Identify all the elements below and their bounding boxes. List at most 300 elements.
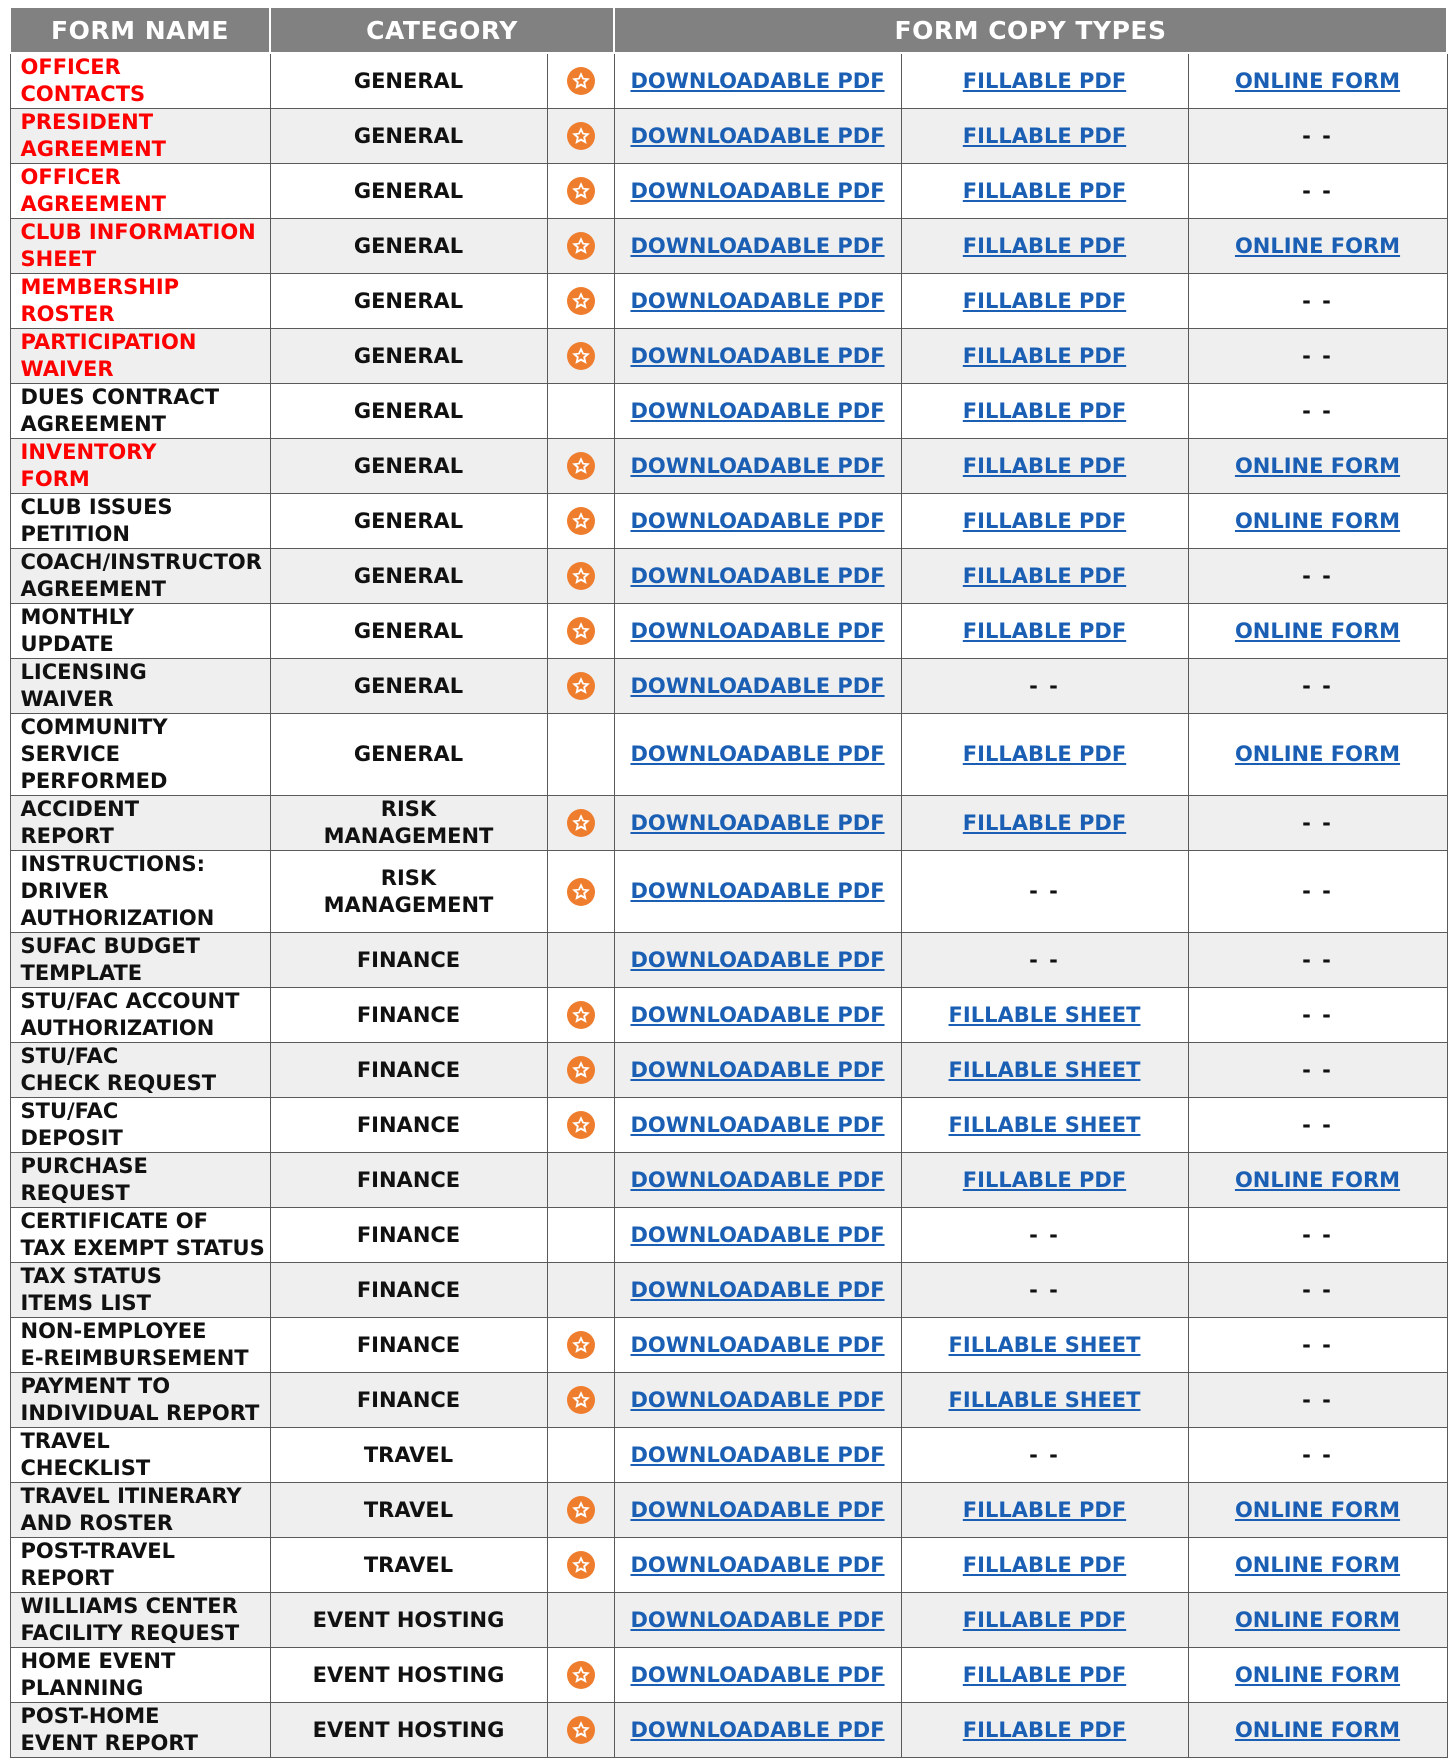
category-label: RISK MANAGEMENT: [323, 865, 494, 917]
category-label: GENERAL: [353, 618, 464, 643]
form-name-cell: [10, 1263, 270, 1318]
online-form-link[interactable]: ONLINE FORM: [1234, 1552, 1401, 1577]
category-label: GENERAL: [353, 288, 464, 313]
star-cell: [547, 1538, 614, 1593]
fillable-cell: [901, 494, 1188, 549]
form-name-cell: [10, 1648, 270, 1703]
form-name: TRAVEL CHECKLIST: [20, 1429, 151, 1480]
online-form-link[interactable]: ONLINE FORM: [1234, 742, 1401, 766]
downloadable-pdf-link[interactable]: DOWNLOADABLE PDF: [630, 1057, 885, 1082]
star-circle-icon: [567, 1056, 595, 1084]
not-available-dash: - -: [1029, 879, 1060, 903]
online-form-link[interactable]: ONLINE FORM: [1234, 1607, 1401, 1632]
fillable-cell: [901, 1043, 1188, 1098]
star-cell: [547, 53, 614, 109]
form-name: TAX STATUS ITEMS LIST: [20, 1264, 162, 1315]
fillable-link[interactable]: FILLABLE PDF: [962, 742, 1127, 766]
downloadable-pdf-link[interactable]: DOWNLOADABLE PDF: [630, 123, 885, 148]
form-name-cell: [10, 659, 270, 714]
table-row: [10, 1373, 1447, 1428]
form-name-cell: [10, 384, 270, 439]
fillable-link[interactable]: FILLABLE PDF: [962, 1497, 1127, 1522]
star-cell: [547, 988, 614, 1043]
online-form-cell: [1188, 329, 1447, 384]
category-label: GENERAL: [353, 673, 464, 698]
not-available-dash: - -: [1029, 1442, 1060, 1467]
downloadable-pdf-cell: [614, 494, 901, 549]
online-form-cell: [1188, 1208, 1447, 1263]
star-circle-icon: [567, 1661, 595, 1689]
form-name-cell: [10, 604, 270, 659]
online-form-cell: [1188, 549, 1447, 604]
star-cell: [547, 1593, 614, 1648]
downloadable-pdf-link[interactable]: DOWNLOADABLE PDF: [630, 508, 885, 533]
downloadable-pdf-link[interactable]: DOWNLOADABLE PDF: [630, 1332, 885, 1357]
form-name: DUES CONTRACT AGREEMENT: [20, 385, 220, 436]
category-label: FINANCE: [356, 1332, 461, 1357]
not-available-dash: - -: [1302, 1222, 1333, 1247]
form-name-cell: [10, 796, 270, 851]
star-cell: [547, 274, 614, 329]
star-cell: [547, 659, 614, 714]
fillable-cell: [901, 604, 1188, 659]
form-name: PRESIDENT AGREEMENT: [20, 110, 166, 161]
table-row: [10, 1263, 1447, 1318]
header-form-copy-types: FORM COPY TYPES: [614, 7, 1447, 53]
downloadable-pdf-cell: [614, 796, 901, 851]
fillable-cell: [901, 109, 1188, 164]
form-name-cell: [10, 714, 270, 796]
form-name: PARTICIPATION WAIVER: [20, 330, 197, 381]
table-row: [10, 1538, 1447, 1593]
downloadable-pdf-cell: [614, 274, 901, 329]
downloadable-pdf-cell: [614, 988, 901, 1043]
not-available-dash: - -: [1302, 288, 1333, 313]
fillable-cell: [901, 1648, 1188, 1703]
category-cell: [270, 1318, 547, 1373]
table-row: [10, 1318, 1447, 1373]
form-name: INVENTORY FORM: [20, 440, 157, 491]
fillable-link[interactable]: FILLABLE PDF: [962, 68, 1127, 93]
fillable-link[interactable]: FILLABLE PDF: [962, 288, 1127, 313]
form-name: PAYMENT TO INDIVIDUAL REPORT: [20, 1374, 260, 1425]
downloadable-pdf-cell: [614, 164, 901, 219]
fillable-cell: [901, 933, 1188, 988]
category-cell: [270, 933, 547, 988]
fillable-link[interactable]: FILLABLE SHEET: [948, 1332, 1141, 1357]
form-name: OFFICER CONTACTS: [20, 55, 146, 106]
online-form-cell: [1188, 1483, 1447, 1538]
category-label: FINANCE: [356, 1112, 461, 1137]
fillable-cell: [901, 164, 1188, 219]
downloadable-pdf-cell: [614, 439, 901, 494]
fillable-cell: [901, 988, 1188, 1043]
table-row: [10, 1208, 1447, 1263]
downloadable-pdf-link[interactable]: DOWNLOADABLE PDF: [630, 398, 885, 423]
category-cell: [270, 714, 547, 796]
form-name-cell: [10, 53, 270, 109]
table-row: [10, 274, 1447, 329]
fillable-link[interactable]: FILLABLE PDF: [962, 508, 1127, 533]
downloadable-pdf-link[interactable]: DOWNLOADABLE PDF: [630, 879, 885, 903]
star-cell: [547, 1263, 614, 1318]
fillable-link[interactable]: FILLABLE PDF: [962, 398, 1127, 423]
table-row: [10, 384, 1447, 439]
downloadable-pdf-link[interactable]: DOWNLOADABLE PDF: [630, 453, 885, 478]
star-cell: [547, 1483, 614, 1538]
star-circle-icon: [567, 122, 595, 150]
header-form-name: FORM NAME: [10, 7, 270, 53]
table-row: [10, 1043, 1447, 1098]
online-form-cell: [1188, 1373, 1447, 1428]
form-name-cell: [10, 1318, 270, 1373]
table-row: [10, 796, 1447, 851]
downloadable-pdf-link[interactable]: DOWNLOADABLE PDF: [630, 1552, 885, 1577]
not-available-dash: - -: [1302, 879, 1333, 903]
fillable-link[interactable]: FILLABLE PDF: [962, 1662, 1127, 1687]
downloadable-pdf-link[interactable]: DOWNLOADABLE PDF: [630, 1222, 885, 1247]
star-circle-icon: [567, 507, 595, 535]
downloadable-pdf-link[interactable]: DOWNLOADABLE PDF: [630, 178, 885, 203]
fillable-cell: [901, 1703, 1188, 1758]
category-cell: [270, 219, 547, 274]
table-row: [10, 494, 1447, 549]
fillable-link[interactable]: FILLABLE PDF: [962, 618, 1127, 643]
fillable-link[interactable]: FILLABLE PDF: [962, 1607, 1127, 1632]
online-form-link[interactable]: ONLINE FORM: [1234, 1167, 1401, 1192]
category-label: FINANCE: [356, 1002, 461, 1027]
downloadable-pdf-link[interactable]: DOWNLOADABLE PDF: [630, 563, 885, 588]
category-cell: [270, 549, 547, 604]
star-circle-icon: [567, 562, 595, 590]
star-circle-icon: [567, 617, 595, 645]
online-form-cell: [1188, 1648, 1447, 1703]
downloadable-pdf-cell: [614, 1483, 901, 1538]
form-name-cell: [10, 1483, 270, 1538]
form-name: NON-EMPLOYEE E-REIMBURSEMENT: [20, 1319, 249, 1370]
table-row: [10, 439, 1447, 494]
online-form-link[interactable]: ONLINE FORM: [1234, 1662, 1401, 1687]
star-circle-icon: [567, 67, 595, 95]
fillable-cell: [901, 53, 1188, 109]
category-label: EVENT HOSTING: [312, 1607, 505, 1632]
table-row: [10, 1648, 1447, 1703]
online-form-cell: [1188, 53, 1447, 109]
fillable-cell: [901, 439, 1188, 494]
fillable-link[interactable]: FILLABLE SHEET: [948, 1057, 1141, 1082]
star-cell: [547, 1153, 614, 1208]
not-available-dash: - -: [1302, 1112, 1333, 1137]
category-cell: [270, 659, 547, 714]
downloadable-pdf-link[interactable]: DOWNLOADABLE PDF: [630, 1112, 885, 1137]
online-form-cell: [1188, 1263, 1447, 1318]
online-form-cell: [1188, 659, 1447, 714]
star-circle-icon: [567, 809, 595, 837]
downloadable-pdf-cell: [614, 933, 901, 988]
category-cell: [270, 494, 547, 549]
fillable-link[interactable]: FILLABLE PDF: [962, 1717, 1127, 1742]
category-label: GENERAL: [353, 123, 464, 148]
category-cell: [270, 1153, 547, 1208]
downloadable-pdf-link[interactable]: DOWNLOADABLE PDF: [630, 1277, 885, 1302]
star-cell: [547, 494, 614, 549]
downloadable-pdf-cell: [614, 53, 901, 109]
category-label: TRAVEL: [363, 1497, 454, 1522]
online-form-link[interactable]: ONLINE FORM: [1234, 68, 1401, 93]
star-circle-icon: [567, 878, 595, 906]
downloadable-pdf-link[interactable]: DOWNLOADABLE PDF: [630, 1387, 885, 1412]
fillable-cell: [901, 219, 1188, 274]
star-cell: [547, 1373, 614, 1428]
not-available-dash: - -: [1302, 1057, 1333, 1082]
downloadable-pdf-cell: [614, 1153, 901, 1208]
category-label: FINANCE: [356, 947, 461, 972]
fillable-link[interactable]: FILLABLE PDF: [962, 178, 1127, 203]
star-cell: [547, 549, 614, 604]
category-cell: [270, 1483, 547, 1538]
category-label: GENERAL: [353, 508, 464, 533]
table-row: [10, 1483, 1447, 1538]
fillable-cell: [901, 1263, 1188, 1318]
form-name-cell: [10, 219, 270, 274]
category-cell: [270, 1428, 547, 1483]
downloadable-pdf-cell: [614, 659, 901, 714]
star-circle-icon: [567, 342, 595, 370]
category-cell: [270, 988, 547, 1043]
downloadable-pdf-link[interactable]: DOWNLOADABLE PDF: [630, 742, 885, 766]
downloadable-pdf-cell: [614, 1538, 901, 1593]
star-circle-icon: [567, 1551, 595, 1579]
category-cell: [270, 109, 547, 164]
downloadable-pdf-link[interactable]: DOWNLOADABLE PDF: [630, 1167, 885, 1192]
fillable-link[interactable]: FILLABLE SHEET: [948, 1002, 1141, 1027]
star-cell: [547, 1043, 614, 1098]
category-cell: [270, 1043, 547, 1098]
form-name-cell: [10, 988, 270, 1043]
star-cell: [547, 714, 614, 796]
category-cell: [270, 1208, 547, 1263]
online-form-cell: [1188, 219, 1447, 274]
online-form-cell: [1188, 439, 1447, 494]
form-name-cell: [10, 1208, 270, 1263]
star-cell: [547, 604, 614, 659]
form-name-cell: [10, 329, 270, 384]
downloadable-pdf-link[interactable]: DOWNLOADABLE PDF: [630, 233, 885, 258]
form-name-cell: [10, 1373, 270, 1428]
fillable-link[interactable]: FILLABLE PDF: [962, 343, 1127, 368]
downloadable-pdf-link[interactable]: DOWNLOADABLE PDF: [630, 288, 885, 313]
online-form-cell: [1188, 1318, 1447, 1373]
fillable-cell: [901, 1373, 1188, 1428]
category-label: FINANCE: [356, 1222, 461, 1247]
category-cell: [270, 796, 547, 851]
table-row: [10, 109, 1447, 164]
category-label: FINANCE: [356, 1277, 461, 1302]
star-cell: [547, 329, 614, 384]
table-row: [10, 164, 1447, 219]
not-available-dash: - -: [1302, 810, 1333, 835]
downloadable-pdf-link[interactable]: DOWNLOADABLE PDF: [630, 1607, 885, 1632]
form-name: CERTIFICATE OF TAX EXEMPT STATUS: [20, 1209, 265, 1260]
online-form-cell: [1188, 933, 1447, 988]
form-name: POST-TRAVEL REPORT: [20, 1539, 176, 1590]
downloadable-pdf-cell: [614, 1043, 901, 1098]
downloadable-pdf-link[interactable]: DOWNLOADABLE PDF: [630, 1662, 885, 1687]
table-row: [10, 1428, 1447, 1483]
downloadable-pdf-cell: [614, 1648, 901, 1703]
form-name-cell: [10, 1043, 270, 1098]
table-row: [10, 53, 1447, 109]
fillable-link[interactable]: FILLABLE SHEET: [948, 1387, 1141, 1412]
not-available-dash: - -: [1302, 1442, 1333, 1467]
form-name: SUFAC BUDGET TEMPLATE: [20, 934, 200, 985]
star-circle-icon: [567, 177, 595, 205]
not-available-dash: - -: [1302, 673, 1333, 698]
category-cell: [270, 439, 547, 494]
form-name: INSTRUCTIONS: DRIVER AUTHORIZATION: [20, 852, 215, 930]
form-name-cell: [10, 1703, 270, 1758]
not-available-dash: - -: [1302, 563, 1333, 588]
star-cell: [547, 1703, 614, 1758]
not-available-dash: - -: [1302, 398, 1333, 423]
form-name: COACH/INSTRUCTOR AGREEMENT: [20, 550, 262, 601]
online-form-link[interactable]: ONLINE FORM: [1234, 618, 1401, 643]
downloadable-pdf-cell: [614, 851, 901, 933]
form-name: COMMUNITY SERVICE PERFORMED: [20, 715, 168, 793]
online-form-cell: [1188, 274, 1447, 329]
downloadable-pdf-cell: [614, 109, 901, 164]
table-row: [10, 1153, 1447, 1208]
category-label: GENERAL: [353, 453, 464, 478]
fillable-link[interactable]: FILLABLE SHEET: [948, 1112, 1141, 1137]
online-form-link[interactable]: ONLINE FORM: [1234, 1717, 1401, 1742]
online-form-link[interactable]: ONLINE FORM: [1234, 233, 1401, 258]
table-row: [10, 549, 1447, 604]
form-name: MEMBERSHIP ROSTER: [20, 275, 180, 326]
downloadable-pdf-link[interactable]: DOWNLOADABLE PDF: [630, 1002, 885, 1027]
downloadable-pdf-link[interactable]: DOWNLOADABLE PDF: [630, 1442, 885, 1467]
star-cell: [547, 439, 614, 494]
online-form-cell: [1188, 1538, 1447, 1593]
form-name: MONTHLY UPDATE: [20, 605, 135, 656]
category-label: TRAVEL: [363, 1442, 454, 1467]
online-form-link[interactable]: ONLINE FORM: [1234, 1497, 1401, 1522]
online-form-cell: [1188, 604, 1447, 659]
star-cell: [547, 933, 614, 988]
star-cell: [547, 164, 614, 219]
fillable-cell: [901, 714, 1188, 796]
form-name-cell: [10, 933, 270, 988]
star-cell: [547, 1318, 614, 1373]
star-cell: [547, 109, 614, 164]
not-available-dash: - -: [1029, 1277, 1060, 1302]
downloadable-pdf-link[interactable]: DOWNLOADABLE PDF: [630, 618, 885, 643]
fillable-link[interactable]: FILLABLE PDF: [962, 1167, 1127, 1192]
downloadable-pdf-cell: [614, 1703, 901, 1758]
downloadable-pdf-link[interactable]: DOWNLOADABLE PDF: [630, 1717, 885, 1742]
category-label: GENERAL: [353, 343, 464, 368]
downloadable-pdf-cell: [614, 1208, 901, 1263]
category-label: EVENT HOSTING: [312, 1717, 505, 1742]
category-label: FINANCE: [356, 1387, 461, 1412]
category-cell: [270, 329, 547, 384]
table-row: [10, 329, 1447, 384]
category-cell: [270, 1648, 547, 1703]
star-circle-icon: [567, 1716, 595, 1744]
downloadable-pdf-cell: [614, 1098, 901, 1153]
star-cell: [547, 1428, 614, 1483]
category-label: TRAVEL: [363, 1552, 454, 1577]
table-row: [10, 714, 1447, 796]
category-cell: [270, 384, 547, 439]
downloadable-pdf-cell: [614, 384, 901, 439]
category-label: GENERAL: [353, 233, 464, 258]
category-cell: [270, 1703, 547, 1758]
online-form-cell: [1188, 494, 1447, 549]
form-name-cell: [10, 439, 270, 494]
not-available-dash: - -: [1029, 947, 1060, 972]
not-available-dash: - -: [1029, 1222, 1060, 1247]
star-cell: [547, 1098, 614, 1153]
fillable-link[interactable]: FILLABLE PDF: [962, 563, 1127, 588]
downloadable-pdf-cell: [614, 549, 901, 604]
fillable-link[interactable]: FILLABLE PDF: [962, 453, 1127, 478]
online-form-link[interactable]: ONLINE FORM: [1234, 453, 1401, 478]
downloadable-pdf-link[interactable]: DOWNLOADABLE PDF: [630, 1497, 885, 1522]
form-name: POST-HOME EVENT REPORT: [20, 1704, 198, 1755]
downloadable-pdf-cell: [614, 1428, 901, 1483]
star-circle-icon: [567, 1331, 595, 1359]
downloadable-pdf-link[interactable]: DOWNLOADABLE PDF: [630, 673, 885, 698]
category-cell: [270, 604, 547, 659]
fillable-link[interactable]: FILLABLE PDF: [962, 810, 1127, 835]
fillable-cell: [901, 796, 1188, 851]
category-label: GENERAL: [353, 178, 464, 203]
form-name: STU/FAC DEPOSIT: [20, 1099, 123, 1150]
fillable-cell: [901, 329, 1188, 384]
category-cell: [270, 1263, 547, 1318]
star-circle-icon: [567, 232, 595, 260]
not-available-dash: - -: [1302, 947, 1333, 972]
downloadable-pdf-cell: [614, 1318, 901, 1373]
downloadable-pdf-link[interactable]: DOWNLOADABLE PDF: [630, 68, 885, 93]
form-name: HOME EVENT PLANNING: [20, 1649, 176, 1700]
online-form-cell: [1188, 164, 1447, 219]
table-row: [10, 851, 1447, 933]
not-available-dash: - -: [1302, 343, 1333, 368]
category-cell: [270, 274, 547, 329]
downloadable-pdf-link[interactable]: DOWNLOADABLE PDF: [630, 343, 885, 368]
star-circle-icon: [567, 287, 595, 315]
star-circle-icon: [567, 1001, 595, 1029]
category-cell: [270, 53, 547, 109]
category-cell: [270, 851, 547, 933]
not-available-dash: - -: [1302, 1387, 1333, 1412]
not-available-dash: - -: [1302, 123, 1333, 148]
online-form-link[interactable]: ONLINE FORM: [1234, 508, 1401, 533]
fillable-link[interactable]: FILLABLE PDF: [962, 1552, 1127, 1577]
fillable-cell: [901, 1538, 1188, 1593]
form-name: LICENSING WAIVER: [20, 660, 147, 711]
category-cell: [270, 1593, 547, 1648]
fillable-link[interactable]: FILLABLE PDF: [962, 233, 1127, 258]
downloadable-pdf-link[interactable]: DOWNLOADABLE PDF: [630, 810, 885, 835]
fillable-cell: [901, 384, 1188, 439]
star-circle-icon: [567, 1496, 595, 1524]
fillable-link[interactable]: FILLABLE PDF: [962, 123, 1127, 148]
downloadable-pdf-link[interactable]: DOWNLOADABLE PDF: [630, 947, 885, 972]
header-category: CATEGORY: [270, 7, 614, 53]
